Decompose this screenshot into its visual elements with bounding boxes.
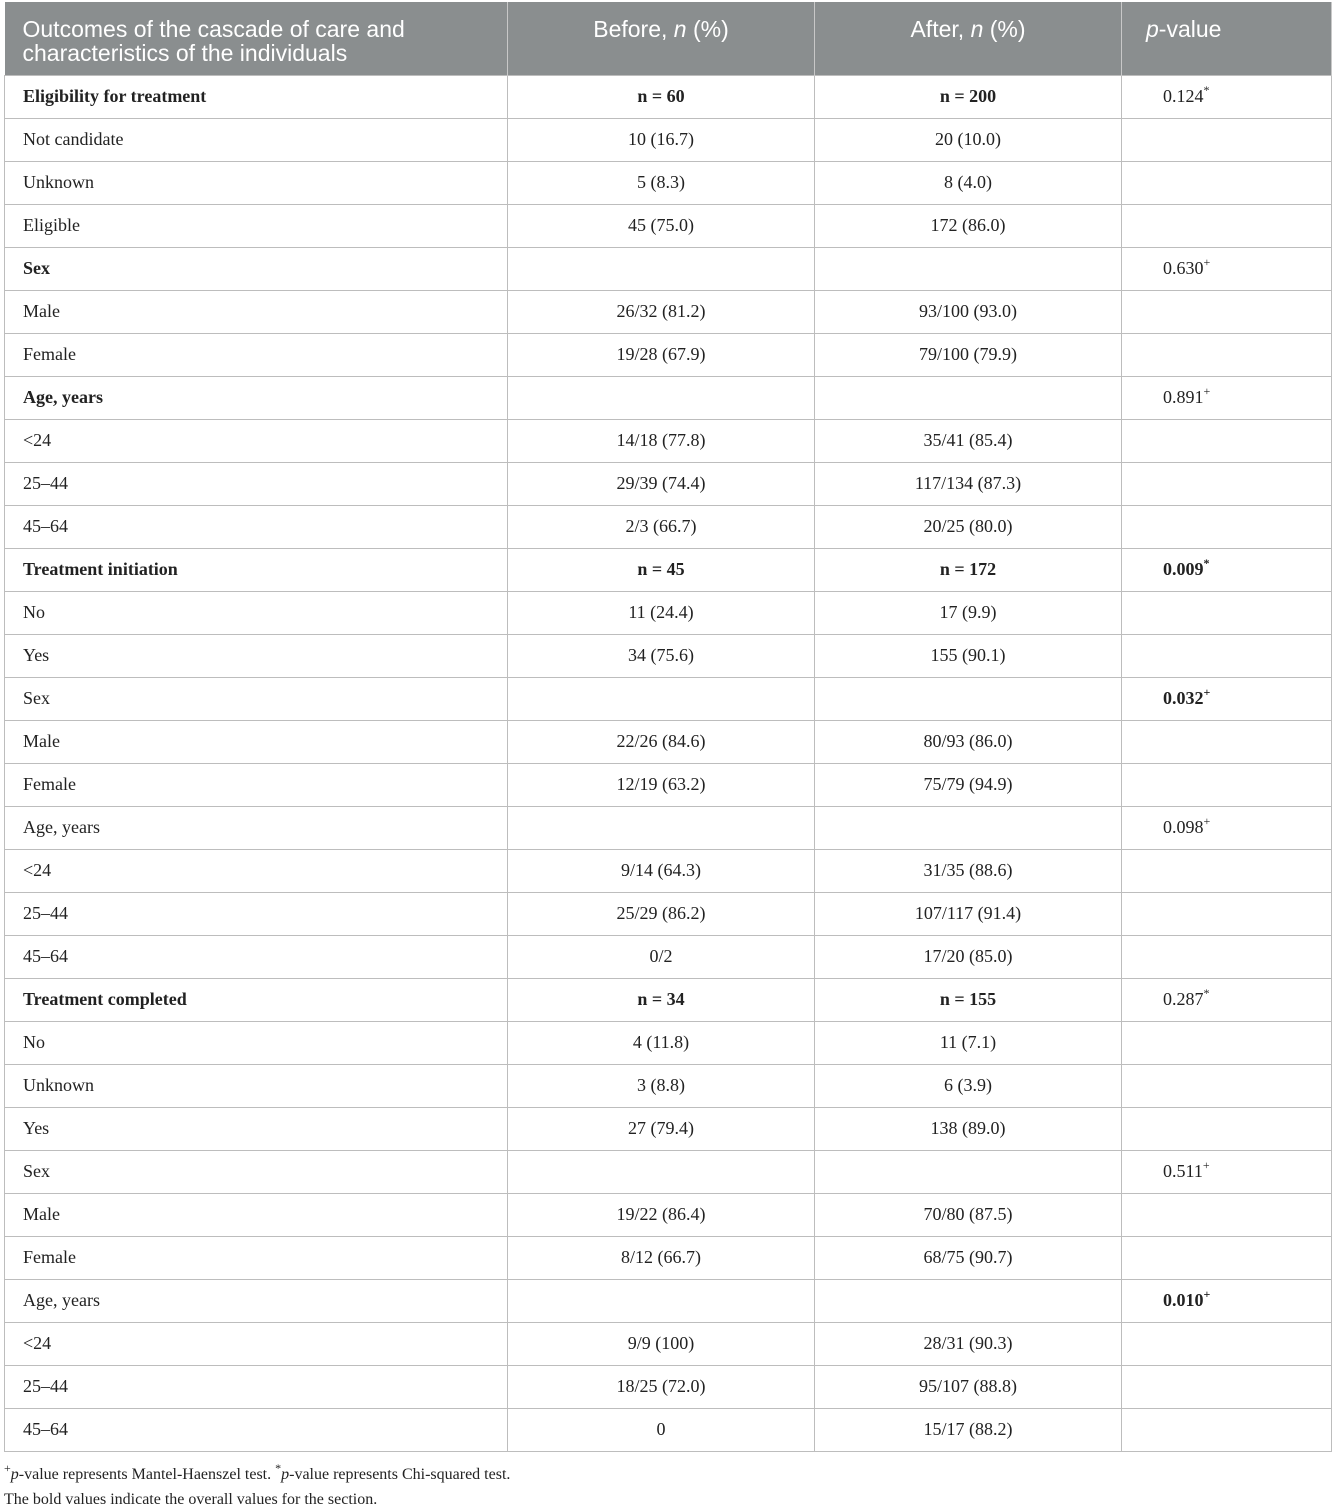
table-row (5, 763, 1332, 806)
table-section-row (5, 247, 1332, 290)
before-cell-value: 18/25 (72.0) (616, 1376, 706, 1396)
after-cell (815, 548, 1122, 591)
header-after: After, n (%) (815, 2, 1122, 75)
after-cell-value: n = 155 (939, 989, 997, 1009)
before-cell (508, 849, 815, 892)
table-row (5, 118, 1332, 161)
after-cell-value: 155 (90.1) (930, 645, 1006, 665)
row-label: Male (5, 290, 508, 333)
p-value-cell (1122, 892, 1332, 935)
p-value-cell (1122, 1193, 1332, 1236)
before-cell-value: 9/9 (100) (627, 1333, 695, 1353)
before-cell (508, 290, 815, 333)
before-cell-value: 0 (656, 1419, 666, 1439)
table-row (5, 634, 1332, 677)
table-row (5, 935, 1332, 978)
p-value: 0.010 (1163, 1290, 1204, 1310)
after-cell-value: 93/100 (93.0) (919, 301, 1017, 321)
before-cell (508, 118, 815, 161)
after-cell (815, 505, 1122, 548)
table-header-row (5, 2, 1332, 75)
p-value-cell (1122, 763, 1332, 806)
p-value-mark: * (1203, 556, 1210, 570)
row-label: Sex (5, 247, 508, 290)
before-cell-value: 25/29 (86.2) (616, 903, 706, 923)
row-label: <24 (5, 419, 508, 462)
before-cell-value: 5 (8.3) (637, 172, 685, 192)
p-value-mark: * (1203, 83, 1210, 97)
after-cell (815, 1279, 1122, 1322)
before-cell (508, 1408, 815, 1451)
p-value-cell (1122, 290, 1332, 333)
after-cell-value: 8 (4.0) (944, 172, 992, 192)
table-row (5, 1107, 1332, 1150)
before-cell-value: 26/32 (81.2) (616, 301, 706, 321)
header-outcomes: Outcomes of the cascade of care and characteristics of the individuals (5, 2, 508, 75)
row-label: Male (5, 720, 508, 763)
row-label: Eligible (5, 204, 508, 247)
p-value-cell (1122, 204, 1332, 247)
after-cell-value: 75/79 (94.9) (923, 774, 1013, 794)
after-cell (815, 1064, 1122, 1107)
table-section-row (5, 978, 1332, 1021)
p-value: 0.287 (1163, 989, 1204, 1009)
table-row (5, 333, 1332, 376)
after-cell (815, 204, 1122, 247)
before-cell-value: 10 (16.7) (628, 129, 694, 149)
table-row (5, 161, 1332, 204)
row-label: Age, years (5, 376, 508, 419)
footnote-tests: +p-value represents Mantel-Haenszel test. *p-value represents Chi-squared test. (4, 1460, 511, 1483)
before-cell-value: 2/3 (66.7) (625, 516, 697, 536)
p-value-mark: + (1203, 255, 1211, 269)
before-cell-value: 45 (75.0) (628, 215, 694, 235)
after-cell (815, 634, 1122, 677)
after-cell-value: 107/117 (91.4) (914, 903, 1022, 923)
before-cell (508, 1322, 815, 1365)
before-cell-value: 14/18 (77.8) (616, 430, 706, 450)
table-row (5, 505, 1332, 548)
before-cell (508, 1236, 815, 1279)
p-value-cell (1122, 462, 1332, 505)
p-value-cell (1122, 75, 1332, 118)
before-cell-value: 22/26 (84.6) (616, 731, 706, 751)
after-cell-value: 31/35 (88.6) (923, 860, 1013, 880)
before-cell-value: 19/22 (86.4) (616, 1204, 706, 1224)
table-row (5, 290, 1332, 333)
after-cell (815, 1107, 1122, 1150)
before-cell (508, 548, 815, 591)
table-section-row (5, 75, 1332, 118)
p-value-cell (1122, 1064, 1332, 1107)
row-label: Female (5, 763, 508, 806)
table-row (5, 1322, 1332, 1365)
p-value-mark: + (1203, 1287, 1211, 1301)
p-value-cell (1122, 591, 1332, 634)
after-cell (815, 935, 1122, 978)
p-value-cell (1122, 548, 1332, 591)
p-value-cell (1122, 376, 1332, 419)
row-label: Eligibility for treatment (5, 75, 508, 118)
row-label: 45–64 (5, 505, 508, 548)
before-cell (508, 1064, 815, 1107)
p-value-mark: + (1203, 814, 1211, 828)
row-label: Male (5, 1193, 508, 1236)
after-cell-value: 117/134 (87.3) (914, 473, 1022, 493)
footnotes (4, 1462, 510, 1512)
after-cell (815, 1150, 1122, 1193)
header-before: Before, n (%) (508, 2, 815, 75)
after-cell (815, 1193, 1122, 1236)
p-value: 0.891 (1163, 387, 1204, 407)
before-cell (508, 376, 815, 419)
footnote-bold: The bold values indicate the overall values for the section. (4, 1491, 378, 1508)
before-cell-value: 4 (11.8) (632, 1032, 690, 1052)
p-value-cell (1122, 505, 1332, 548)
row-label: Yes (5, 634, 508, 677)
before-cell (508, 505, 815, 548)
row-label: 45–64 (5, 1408, 508, 1451)
before-cell-value: n = 34 (637, 989, 685, 1009)
row-label: Sex (5, 1150, 508, 1193)
row-label: Unknown (5, 1064, 508, 1107)
after-cell (815, 376, 1122, 419)
after-cell (815, 419, 1122, 462)
after-cell (815, 892, 1122, 935)
results-table (4, 2, 1332, 1452)
p-value-mark: + (1203, 685, 1211, 699)
after-cell (815, 763, 1122, 806)
after-cell (815, 118, 1122, 161)
p-value-cell (1122, 118, 1332, 161)
p-value-mark: + (1203, 384, 1211, 398)
table-row (5, 806, 1332, 849)
table-row (5, 1236, 1332, 1279)
before-cell (508, 591, 815, 634)
before-cell-value: 27 (79.4) (628, 1118, 694, 1138)
before-cell (508, 1279, 815, 1322)
p-value-cell (1122, 247, 1332, 290)
before-cell (508, 634, 815, 677)
after-cell (815, 1365, 1122, 1408)
p-value-mark: + (1202, 1158, 1210, 1172)
row-label: Treatment completed (5, 978, 508, 1021)
table-row (5, 849, 1332, 892)
after-cell (815, 161, 1122, 204)
p-value: 0.098 (1163, 817, 1204, 837)
after-cell (815, 806, 1122, 849)
after-cell (815, 75, 1122, 118)
before-cell (508, 763, 815, 806)
after-cell-value: n = 172 (939, 559, 997, 579)
after-cell-value: 70/80 (87.5) (923, 1204, 1013, 1224)
p-value-cell (1122, 978, 1332, 1021)
before-cell (508, 419, 815, 462)
after-cell (815, 1322, 1122, 1365)
p-value: 0.630 (1163, 258, 1204, 278)
before-cell-value: n = 45 (637, 559, 685, 579)
after-cell (815, 290, 1122, 333)
row-label: 45–64 (5, 935, 508, 978)
row-label: No (5, 1021, 508, 1064)
row-label: Age, years (5, 1279, 508, 1322)
before-cell (508, 1021, 815, 1064)
row-label: Unknown (5, 161, 508, 204)
row-label: <24 (5, 1322, 508, 1365)
after-cell-value: 80/93 (86.0) (923, 731, 1013, 751)
table-row (5, 462, 1332, 505)
after-cell-value: 28/31 (90.3) (923, 1333, 1013, 1353)
after-cell (815, 333, 1122, 376)
after-cell-value: 15/17 (88.2) (923, 1419, 1013, 1439)
after-cell (815, 677, 1122, 720)
before-cell (508, 935, 815, 978)
row-label: Yes (5, 1107, 508, 1150)
row-label: Age, years (5, 806, 508, 849)
before-cell-value: 0/2 (649, 946, 673, 966)
row-label: Female (5, 333, 508, 376)
p-value-cell (1122, 935, 1332, 978)
before-cell (508, 1365, 815, 1408)
row-label: Female (5, 1236, 508, 1279)
p-value-cell (1122, 720, 1332, 763)
p-value-cell (1122, 849, 1332, 892)
row-label: Treatment initiation (5, 548, 508, 591)
before-cell (508, 720, 815, 763)
p-value-mark: * (1203, 986, 1210, 1000)
table-row (5, 591, 1332, 634)
before-cell-value: 3 (8.8) (637, 1075, 685, 1095)
table-row (5, 204, 1332, 247)
after-cell-value: 6 (3.9) (944, 1075, 992, 1095)
table-row (5, 1064, 1332, 1107)
table-row (5, 677, 1332, 720)
table-row (5, 1150, 1332, 1193)
p-value-cell (1122, 419, 1332, 462)
after-cell (815, 720, 1122, 763)
p-value: 0.124 (1163, 86, 1204, 106)
p-value-cell (1122, 1408, 1332, 1451)
row-label: <24 (5, 849, 508, 892)
after-cell-value: 68/75 (90.7) (923, 1247, 1013, 1267)
after-cell (815, 849, 1122, 892)
before-cell (508, 1150, 815, 1193)
after-cell-value: 11 (7.1) (939, 1032, 997, 1052)
before-cell (508, 161, 815, 204)
after-cell (815, 591, 1122, 634)
before-cell (508, 333, 815, 376)
before-cell (508, 75, 815, 118)
after-cell (815, 1021, 1122, 1064)
p-value-cell (1122, 1279, 1332, 1322)
table-section-row (5, 548, 1332, 591)
table-row (5, 1408, 1332, 1451)
before-cell (508, 892, 815, 935)
row-label: Not candidate (5, 118, 508, 161)
table-row (5, 419, 1332, 462)
p-value: 0.032 (1163, 688, 1204, 708)
after-cell-value: 95/107 (88.8) (919, 1376, 1017, 1396)
table-row (5, 1279, 1332, 1322)
p-value-cell (1122, 677, 1332, 720)
after-cell (815, 978, 1122, 1021)
header-p-value: p-value (1122, 2, 1332, 75)
after-cell (815, 1236, 1122, 1279)
after-cell-value: n = 200 (939, 86, 997, 106)
row-label: 25–44 (5, 1365, 508, 1408)
before-cell-value: 11 (24.4) (628, 602, 694, 622)
before-cell-value: 29/39 (74.4) (616, 473, 706, 493)
row-label: 25–44 (5, 892, 508, 935)
after-cell (815, 247, 1122, 290)
p-value-cell (1122, 161, 1332, 204)
after-cell-value: 17/20 (85.0) (923, 946, 1013, 966)
after-cell-value: 172 (86.0) (930, 215, 1006, 235)
table-row (5, 1365, 1332, 1408)
p-value-cell (1122, 1236, 1332, 1279)
row-label: No (5, 591, 508, 634)
after-cell-value: 35/41 (85.4) (923, 430, 1013, 450)
table-row (5, 1193, 1332, 1236)
after-cell-value: 138 (89.0) (930, 1118, 1006, 1138)
table-container (4, 2, 1331, 1452)
before-cell (508, 677, 815, 720)
after-cell-value: 17 (9.9) (939, 602, 997, 622)
p-value-cell (1122, 1021, 1332, 1064)
before-cell (508, 806, 815, 849)
table-row (5, 1021, 1332, 1064)
p-value-cell (1122, 1150, 1332, 1193)
before-cell (508, 1107, 815, 1150)
p-value-cell (1122, 806, 1332, 849)
after-cell (815, 1408, 1122, 1451)
p-value-cell (1122, 1107, 1332, 1150)
p-value: 0.009 (1163, 559, 1204, 579)
row-label: Sex (5, 677, 508, 720)
before-cell-value: n = 60 (637, 86, 685, 106)
after-cell-value: 20 (10.0) (935, 129, 1001, 149)
p-value-cell (1122, 634, 1332, 677)
before-cell-value: 9/14 (64.3) (621, 860, 701, 880)
after-cell (815, 462, 1122, 505)
before-cell-value: 34 (75.6) (628, 645, 694, 665)
before-cell (508, 204, 815, 247)
before-cell-value: 12/19 (63.2) (616, 774, 706, 794)
before-cell-value: 19/28 (67.9) (616, 344, 706, 364)
p-value-cell (1122, 1322, 1332, 1365)
after-cell-value: 79/100 (79.9) (919, 344, 1017, 364)
before-cell (508, 247, 815, 290)
table-section-row (5, 376, 1332, 419)
p-value-cell (1122, 1365, 1332, 1408)
p-value-cell (1122, 333, 1332, 376)
table-row (5, 892, 1332, 935)
row-label: 25–44 (5, 462, 508, 505)
before-cell (508, 978, 815, 1021)
p-value: 0.511 (1163, 1161, 1203, 1181)
table-row (5, 720, 1332, 763)
before-cell-value: 8/12 (66.7) (621, 1247, 701, 1267)
before-cell (508, 1193, 815, 1236)
before-cell (508, 462, 815, 505)
after-cell-value: 20/25 (80.0) (923, 516, 1013, 536)
